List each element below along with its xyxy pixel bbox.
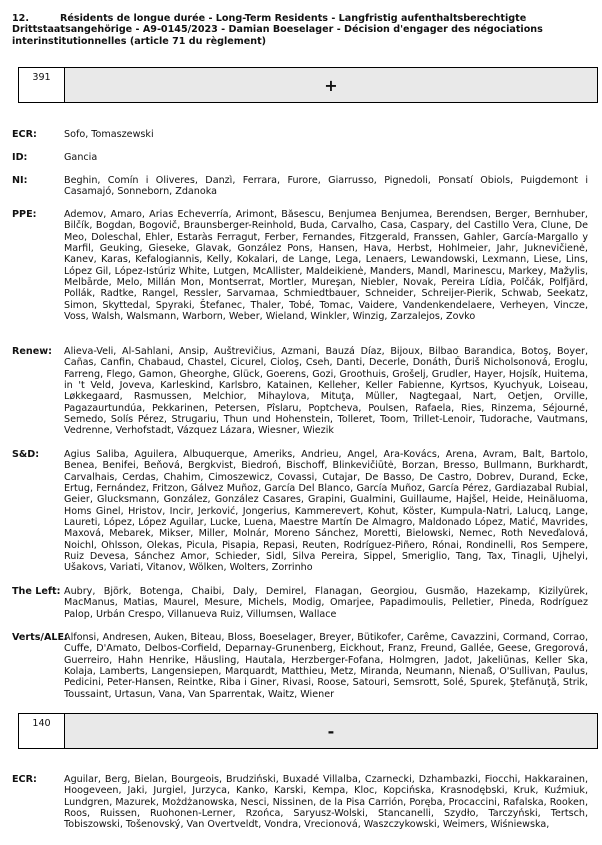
- group-sd: [12, 449, 588, 574]
- group-ecr-against: [12, 774, 588, 831]
- vote-box-against: [18, 713, 598, 749]
- group-id: [12, 152, 588, 163]
- group-members: Beghin, Comín i Oliveres, Danzì, Ferrara, Furore, Giarrusso, Pignedoli, Ponsatí Obiols, Puigdemont i Casamajó, Sonneborn, Zdanoka: [64, 175, 588, 198]
- group-members: Alieva-Veli, Al-Sahlani, Ansip, Auštrevičius, Azmani, Bauzá Díaz, Bijoux, Bilbao Barandica, Botoş, Boyer, Cañas, Canfin, Chabaud, Chastel, Cicurel, Cioloş, Cseh, Danti, Decerle, Donáth, Ďuriš Nicholsonová, Eroglu, Farreng, Flego, Gamon, Gheorghe, Glück, Goerens, Gozi, Groothuis, Grošelj, Grudler, Hayer, Hojsík, Huitema, in 't Veld, Joveva, Karleskind, Karlsbro, Katainen, Kelleher, Keller Fabienne, Kyrtsos, Kyuchyuk, Loiseau, Løkkegaard, Rasmussen, Melchior, Mihaylova, Mituţa, Müller, Nagtegaal, Nart, Oetjen, Orville, Pagazaurtundúa, Pekkarinen, Petersen, Pîslaru, Poptcheva, Poulsen, Rafaela, Ries, Rinzema, Séjourné, Semedo, Solís Pérez, Strugariu, Thun und Hohenstein, Tolleret, Toom, Trillet-Lenoir, Tudorache, Vautmans, Vedrenne, Verhofstadt, Vázquez Lázara, Wiesner, Wiezik: [64, 346, 588, 437]
- group-members: Ademov, Amaro, Arias Echeverría, Arimont, Băsescu, Benjumea Benjumea, Berendsen, Berger, Bernhuber, Bilčík, Bogdan, Bogovič, Braunsberger-Reinhold, Buda, Carvalho, Casa, Caspary, del Castillo Vera, Clune, De Meo, Doleschal, Ehler, Estaràs Ferragut, Ferber, Fernandes, Fitzgerald, Franssen, Gahler, García-Margallo y Marfil, Geuking, Gieseke, Glavak, González Pons, Hansen, Hava, Herbst, Hohlmeier, Jahr, Juknevičienė, Kanev, Karas, Kefalogiannis, Kelly, Kokalari, de Lange, Lega, Lenaers, Lewandowski, Lexmann, Liese, Lins, López Gil, López-Istúriz White, Lutgen, McAllister, Maldeikienė, Manders, Mandl, Marinescu, Markey, Mažylis, Melbārde, Melo, Millán Mon, Montserrat, Mortler, Mureşan, Niebler, Novak, Pereira Lídia, Polčák, Polfjärd, Pollák, Radtke, Rangel, Ressler, Sarvamaa, Schmiedtbauer, Schneider, Schreijer-Pierik, Schwab, Seekatz, Simon, Skyttedal, Spyraki, Štefanec, Thaler, Tobé, Tomac, Vaidere, Vandenkendelaere, Verheyen, Vincze, Voss, Walsh, Walsmann, Warborn, Weber, Wieland, Winkler, Winzig, Zarzalejos, Zovko: [64, 209, 588, 323]
- group-verts-ale: [12, 632, 588, 700]
- group-label: ECR:: [12, 129, 37, 140]
- group-label: Verts/ALE:: [12, 632, 68, 643]
- group-ecr: [12, 129, 588, 140]
- group-members: Sofo, Tomaszewski: [64, 129, 154, 140]
- group-members: Aguilar, Berg, Bielan, Bourgeois, Brudziński, Buxadé Villalba, Czarnecki, Dzhambazki, Fiocchi, Hakkarainen, Hoogeveen, Jaki, Jurgiel, Jurzyca, Kanko, Karski, Kempa, Kloc, Kopcińska, Krasnodębski, Kruk, Kuźmiuk, Lundgren, Mazurek, Możdżanowska, Nesci, Nissinen, de la Pisa Carrión, Poręba, Procaccini, Rafalska, Rooken, Roos, Ruissen, Ruohonen-Lerner, Rzońca, Saryusz-Wolski, Stancanelli, Szydło, Tarczyński, Tertsch, Tobiszowski, Tošenovský, Van Overtveldt, Vondra, Vrecionová, Waszczykowski, Weimers, Wiśniewska,: [64, 774, 588, 831]
- group-renew: [12, 346, 588, 437]
- group-members: Alfonsi, Andresen, Auken, Biteau, Bloss, Boeselager, Breyer, Bütikofer, Carême, Cavazzini, Cormand, Corrao, Cuffe, D'Amato, Delbos-Corfield, Deparnay-Grunenberg, Eickhout, Franz, Freund, Gallée, Geese, Gregorová, Guerreiro, Hahn Henrike, Häusling, Hautala, Herzberger-Fofana, Holmgren, Jadot, Jakeliūnas, Keller Ska, Kolaja, Lamberts, Langensiepen, Marquardt, Matthieu, Metz, Miranda, Neumann, Nienaß, O'Sullivan, Paulus, Pedicini, Peter-Hansen, Reintke, Riba i Giner, Rivasi, Roose, Satouri, Semsrott, Solé, Spurek, Ştefănuţă, Strik, Toussaint, Urtasun, Vana, Van Sparrentak, Waitz, Wiener: [64, 632, 588, 700]
- group-label: NI:: [12, 175, 28, 186]
- vote-count: 140: [19, 714, 65, 748]
- group-label: ID:: [12, 152, 28, 163]
- item-heading: [12, 13, 587, 47]
- group-members: Agius Saliba, Aguilera, Albuquerque, Ameriks, Andrieu, Angel, Ara-Kovács, Arena, Avram, Balt, Bartolo, Benea, Benifei, Beňová, Bergkvist, Biedroń, Bischoff, Blinkevičiūtė, Borzan, Bresso, Bullmann, Burkhardt, Carvalhais, Cerdas, Chahim, Cimoszewicz, Covassi, Cutajar, De Basso, De Castro, Dobrev, Durand, Ecke, Ertug, Fernández, Fritzon, Gálvez Muñoz, García Del Blanco, García Muñoz, García Pérez, Gardiazabal Rubial, Geier, Glucksmann, González, González Casares, Grapini, Gualmini, Guillaume, Hajšel, Heide, Heinäluoma, Homs Ginel, Hristov, Incir, Jerković, Jongerius, Kammerevert, Kohut, Köster, Kumpula-Natri, Lalucq, Lange, Laureti, López, López Aguilar, Lucke, Luena, Maestre Martín De Almagro, Maldonado López, Matić, Mavrides, Maxová, Mebarek, Mikser, Miller, Molnár, Moreno Sánchez, Moretti, Bielowski, Nemec, Roth Neveďalová, Noichl, Ohlsson, Olekas, Picula, Pisapia, Repasi, Reuten, Rodríguez-Piñero, Rónai, Rondinelli, Ros Sempere, Ruiz Devesa, Sánchez Amor, Schieder, Sidl, Silva Pereira, Sippel, Smeriglio, Tang, Tax, Tinagli, Ujhelyi, Ušakovs, Variati, Vitanov, Wölken, Wolters, Zorrinho: [64, 449, 588, 574]
- group-members: Gancia: [64, 152, 98, 163]
- group-label: PPE:: [12, 209, 37, 220]
- vote-count: 391: [19, 68, 65, 102]
- group-members: Aubry, Björk, Botenga, Chaibi, Daly, Demirel, Flanagan, Georgiou, Gusmão, Hazekamp, Kizilyürek, MacManus, Matias, Maurel, Mesure, Michels, Modig, Omarjee, Papadimoulis, Pelletier, Pineda, Rodríguez Palop, Urbán Crespo, Villanueva Ruiz, Villumsen, Wallace: [64, 586, 588, 620]
- group-label: ECR:: [12, 774, 37, 785]
- group-label: Renew:: [12, 346, 52, 357]
- item-number: 12.: [12, 13, 29, 24]
- group-the-left: [12, 586, 588, 620]
- group-label: S&D:: [12, 449, 40, 460]
- group-ppe: [12, 209, 588, 322]
- vote-box-for: [18, 67, 598, 103]
- group-label: The Left:: [12, 586, 61, 597]
- vote-result: +: [65, 68, 597, 102]
- group-ni: [12, 175, 588, 198]
- vote-result: -: [65, 714, 597, 748]
- item-title: Résidents de longue durée - Long-Term Residents - Langfristig aufenthaltsberechtigte Drittstaatsangehörige - A9-0145/2023 - Damian Boeselager - Décision d'engager des négociations interinstitutionnelles (article 71 du règlement): [12, 13, 543, 47]
